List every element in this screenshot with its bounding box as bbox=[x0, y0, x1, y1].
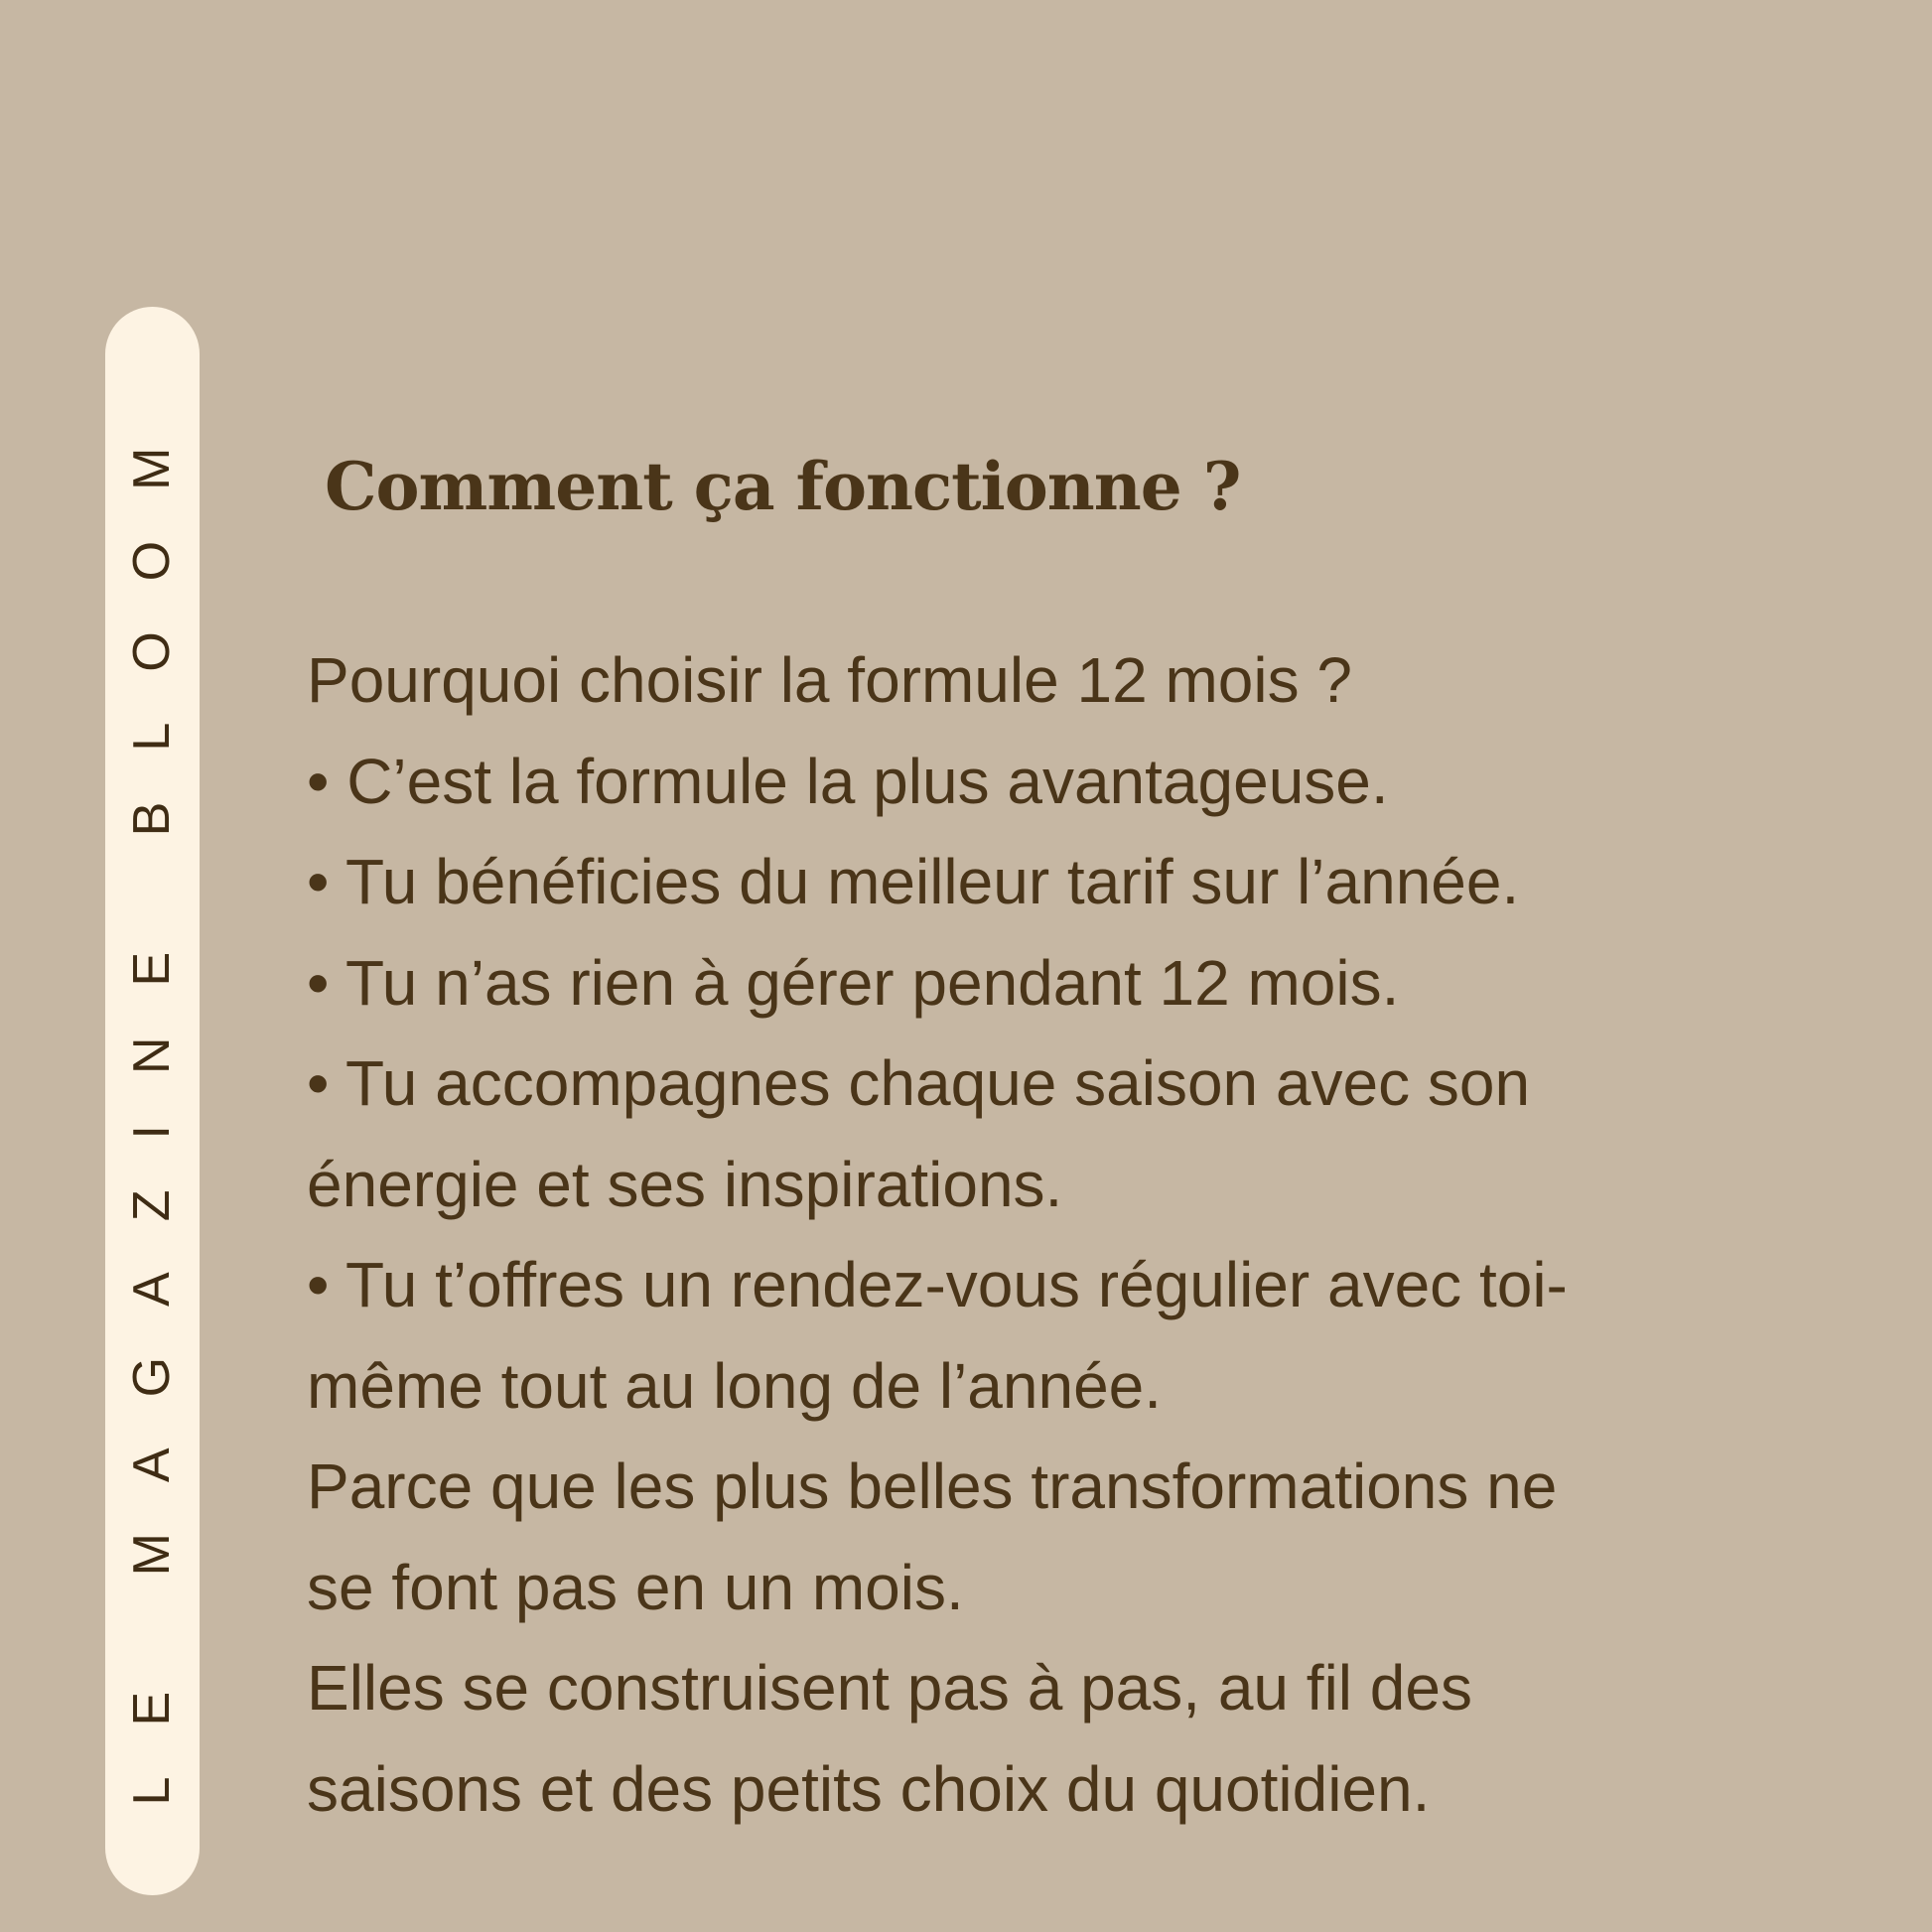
body-line-continuation: même tout au long de l’année. bbox=[307, 1349, 1163, 1422]
body-line-bullet: • C’est la formule la plus avantageuse. bbox=[307, 745, 1389, 817]
body-line-closing: saisons et des petits choix du quotidien. bbox=[307, 1752, 1431, 1825]
main-content bbox=[307, 437, 1746, 1840]
body-line-closing: se font pas en un mois. bbox=[307, 1551, 964, 1623]
body-line-bullet: • Tu n’as rien à gérer pendant 12 mois. bbox=[307, 946, 1400, 1019]
body-line-bullet: • Tu t’offres un rendez-vous régulier avec toi- bbox=[307, 1249, 1568, 1320]
body-line-closing: Elles se construisent pas à pas, au fil des bbox=[307, 1652, 1472, 1724]
body-text bbox=[307, 630, 1746, 1840]
body-line-bullet: • Tu accompagnes chaque saison avec son bbox=[307, 1047, 1531, 1119]
body-line-closing: Parce que les plus belles transformations ne bbox=[307, 1450, 1558, 1522]
body-line-continuation: énergie et ses inspirations. bbox=[307, 1148, 1063, 1220]
body-line-bullet: • Tu bénéficies du meilleur tarif sur l’année. bbox=[307, 846, 1520, 917]
magazine-name-vertical: LE MAGAZINE BLOOM bbox=[123, 396, 181, 1806]
body-line-question: Pourquoi choisir la formule 12 mois ? bbox=[307, 644, 1352, 716]
page-heading: Comment ça fonctionne ? bbox=[325, 448, 1241, 525]
